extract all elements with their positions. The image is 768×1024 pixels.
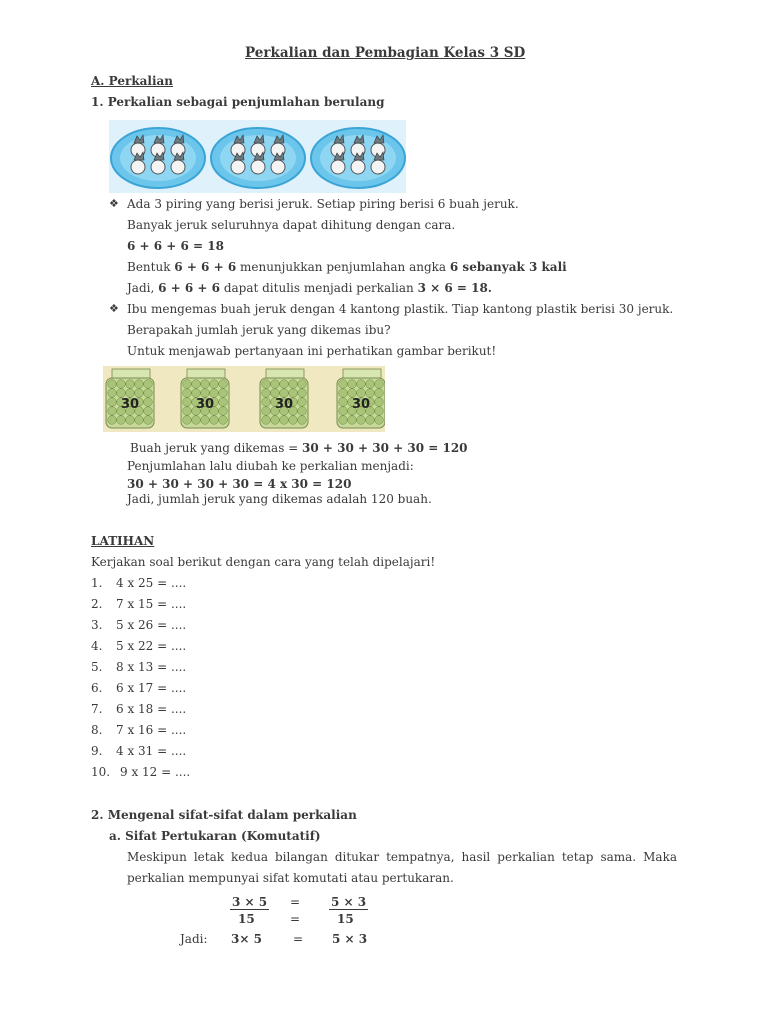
orange-icon: [280, 389, 289, 398]
orange-icon: [171, 160, 185, 174]
orange-icon: [289, 380, 298, 389]
orange-icon: [298, 416, 307, 425]
orange-icon: [280, 380, 289, 389]
orange-icon: [271, 389, 280, 398]
text-line: Penjumlahan lalu diubah ke perkalian menjadi:: [127, 459, 414, 473]
orange-icon: [108, 407, 117, 416]
orange-icon: [271, 416, 280, 425]
text-span: Jadi,: [127, 281, 159, 295]
text-span: menunjukkan penjumlahan angka: [236, 260, 450, 274]
orange-icon: [298, 407, 307, 416]
orange-icon: [357, 380, 366, 389]
orange-icon: [280, 416, 289, 425]
example-left: 15: [238, 912, 255, 926]
orange-icon: [331, 160, 345, 174]
orange-icon: [348, 416, 357, 425]
latihan-item-number: 10.: [91, 765, 111, 779]
plates-svg: [109, 120, 406, 193]
orange-icon: [135, 380, 144, 389]
orange-icon: [348, 380, 357, 389]
orange-icon: [375, 389, 384, 398]
orange-icon: [348, 389, 357, 398]
text-span: dapat ditulis menjadi perkalian: [220, 281, 418, 295]
example-left: [230, 895, 269, 909]
bag-count-label: 30: [274, 397, 294, 412]
orange-icon: [339, 416, 348, 425]
orange-icon: [271, 160, 285, 174]
latihan-item-number: 9.: [91, 744, 103, 758]
orange-icon: [183, 380, 192, 389]
example-left: 3× 5: [231, 932, 262, 946]
text-line: [127, 281, 492, 295]
equals-sign: =: [290, 895, 301, 909]
bag-count-label: 30: [120, 397, 140, 412]
orange-icon: [298, 389, 307, 398]
orange-icon: [108, 416, 117, 425]
orange-icon: [192, 389, 201, 398]
orange-icon: [339, 398, 348, 407]
text-line: [130, 441, 468, 455]
latihan-item-number: 7.: [91, 702, 103, 716]
orange-icon: [126, 416, 135, 425]
orange-icon: [201, 389, 210, 398]
latihan-item-question: 9 x 12 = ....: [120, 765, 191, 779]
orange-icon: [117, 389, 126, 398]
orange-icon: [262, 398, 271, 407]
latihan-item-question: 5 x 26 = ....: [116, 618, 187, 632]
fraction-numerator: 3 × 5: [232, 895, 268, 909]
orange-icon: [210, 389, 219, 398]
latihan-item-question: 4 x 25 = ....: [116, 576, 187, 590]
text-line: Ada 3 piring yang berisi jeruk. Setiap piring berisi 6 buah jeruk.: [127, 197, 519, 211]
text-line: Ibu mengemas buah jeruk dengan 4 kantong plastik. Tiap kantong plastik berisi 30 jeruk.: [127, 302, 674, 316]
fraction-numerator: 5 × 3: [331, 895, 367, 909]
orange-icon: [131, 160, 145, 174]
orange-icon: [108, 398, 117, 407]
orange-icon: [366, 416, 375, 425]
subsection-2-heading: 2. Mengenal sifat-sifat dalam perkalian: [91, 808, 357, 822]
orange-icon: [201, 416, 210, 425]
orange-icon: [289, 389, 298, 398]
latihan-item-number: 1.: [91, 576, 103, 590]
orange-icon: [144, 407, 153, 416]
orange-icon: [231, 160, 245, 174]
orange-icon: [262, 416, 271, 425]
orange-icon: [135, 416, 144, 425]
latihan-item-question: 6 x 18 = ....: [116, 702, 187, 716]
example-right: 15: [337, 912, 354, 926]
orange-icon: [375, 380, 384, 389]
orange-icon: [251, 160, 265, 174]
text-span: 6 sebanyak 3 kali: [449, 260, 567, 274]
text-span: 3 × 6 = 18.: [417, 281, 492, 295]
orange-icon: [183, 407, 192, 416]
orange-icon: [339, 407, 348, 416]
orange-icon: [262, 407, 271, 416]
orange-icon: [183, 398, 192, 407]
text-line: Jadi, jumlah jeruk yang dikemas adalah 120 buah.: [127, 492, 432, 506]
orange-icon: [298, 398, 307, 407]
orange-icon: [339, 389, 348, 398]
text-span: Buah jeruk yang dikemas =: [130, 441, 303, 455]
orange-icon: [375, 416, 384, 425]
orange-icon: [366, 389, 375, 398]
orange-icon: [219, 416, 228, 425]
latihan-item-question: 7 x 15 = ....: [116, 597, 187, 611]
orange-icon: [262, 380, 271, 389]
text-span: 6 + 6 + 6: [174, 260, 237, 274]
latihan-item-question: 7 x 16 = ....: [116, 723, 187, 737]
orange-icon: [192, 416, 201, 425]
orange-icon: [210, 416, 219, 425]
orange-icon: [144, 398, 153, 407]
orange-icon: [219, 407, 228, 416]
orange-icon: [371, 160, 385, 174]
text-line: Untuk menjawab pertanyaan ini perhatikan gambar berikut!: [127, 344, 497, 358]
orange-icon: [357, 416, 366, 425]
page-title: Perkalian dan Pembagian Kelas 3 SD: [245, 45, 526, 61]
equals-sign: =: [293, 932, 304, 946]
bag-count-label: 30: [195, 397, 215, 412]
section-a-heading: A. Perkalian: [91, 74, 174, 88]
orange-icon: [262, 389, 271, 398]
text-span: 6 + 6 + 6: [158, 281, 220, 295]
orange-icon: [339, 380, 348, 389]
latihan-item-number: 2.: [91, 597, 103, 611]
bag-count-label: 30: [351, 397, 371, 412]
equals-sign: =: [290, 912, 301, 926]
orange-icon: [219, 398, 228, 407]
orange-icon: [183, 389, 192, 398]
latihan-item-question: 8 x 13 = ....: [116, 660, 187, 674]
orange-icon: [298, 380, 307, 389]
latihan-item-number: 8.: [91, 723, 103, 737]
example-right: [329, 895, 368, 909]
latihan-item-number: 5.: [91, 660, 103, 674]
equation-line: 30 + 30 + 30 + 30 = 4 x 30 = 120: [127, 477, 352, 491]
text-span: 30 + 30 + 30 + 30 = 120: [302, 441, 468, 455]
orange-icon: [144, 389, 153, 398]
latihan-heading: LATIHAN: [91, 534, 155, 548]
latihan-item-number: 4.: [91, 639, 103, 653]
text-line: [127, 260, 567, 274]
orange-icon: [126, 380, 135, 389]
orange-icon: [210, 380, 219, 389]
orange-icon: [126, 389, 135, 398]
orange-icon: [151, 160, 165, 174]
orange-icon: [117, 380, 126, 389]
orange-icon: [219, 389, 228, 398]
orange-icon: [219, 380, 228, 389]
latihan-item-number: 6.: [91, 681, 103, 695]
orange-icon: [144, 416, 153, 425]
example-right: 5 × 3: [332, 932, 368, 946]
jadi-label: Jadi:: [180, 932, 208, 946]
orange-icon: [183, 416, 192, 425]
text-line: perkalian mempunyai sifat komutati atau pertukaran.: [127, 871, 454, 885]
orange-icon: [271, 380, 280, 389]
bullet-icon: ❖: [109, 197, 119, 210]
orange-icon: [375, 398, 384, 407]
latihan-instruction: Kerjakan soal berikut dengan cara yang telah dipelajari!: [91, 555, 436, 569]
text-line: Berapakah jumlah jeruk yang dikemas ibu?: [127, 323, 391, 337]
plates-illustration: [109, 120, 406, 193]
orange-icon: [117, 416, 126, 425]
equation-line: 6 + 6 + 6 = 18: [127, 239, 224, 253]
orange-icon: [351, 160, 365, 174]
subsection-1-heading: 1. Perkalian sebagai penjumlahan berulang: [91, 95, 385, 109]
orange-icon: [289, 416, 298, 425]
text-line: Meskipun letak kedua bilangan ditukar tempatnya, hasil perkalian tetap sama. Maka: [127, 850, 677, 864]
jars-illustration: [103, 366, 385, 432]
latihan-item-number: 3.: [91, 618, 103, 632]
orange-icon: [201, 380, 210, 389]
latihan-item-question: 5 x 22 = ....: [116, 639, 187, 653]
orange-icon: [108, 380, 117, 389]
text-span: Bentuk: [127, 260, 175, 274]
bullet-icon: ❖: [109, 302, 119, 315]
orange-icon: [108, 389, 117, 398]
latihan-item-question: 4 x 31 = ....: [116, 744, 187, 758]
orange-icon: [375, 407, 384, 416]
orange-icon: [135, 389, 144, 398]
jars-svg: [103, 366, 385, 432]
orange-icon: [357, 389, 366, 398]
orange-icon: [192, 380, 201, 389]
subsection-2a-heading: a. Sifat Pertukaran (Komutatif): [109, 829, 321, 843]
orange-icon: [144, 380, 153, 389]
text-line: Banyak jeruk seluruhnya dapat dihitung dengan cara.: [127, 218, 456, 232]
latihan-item-question: 6 x 17 = ....: [116, 681, 187, 695]
orange-icon: [366, 380, 375, 389]
